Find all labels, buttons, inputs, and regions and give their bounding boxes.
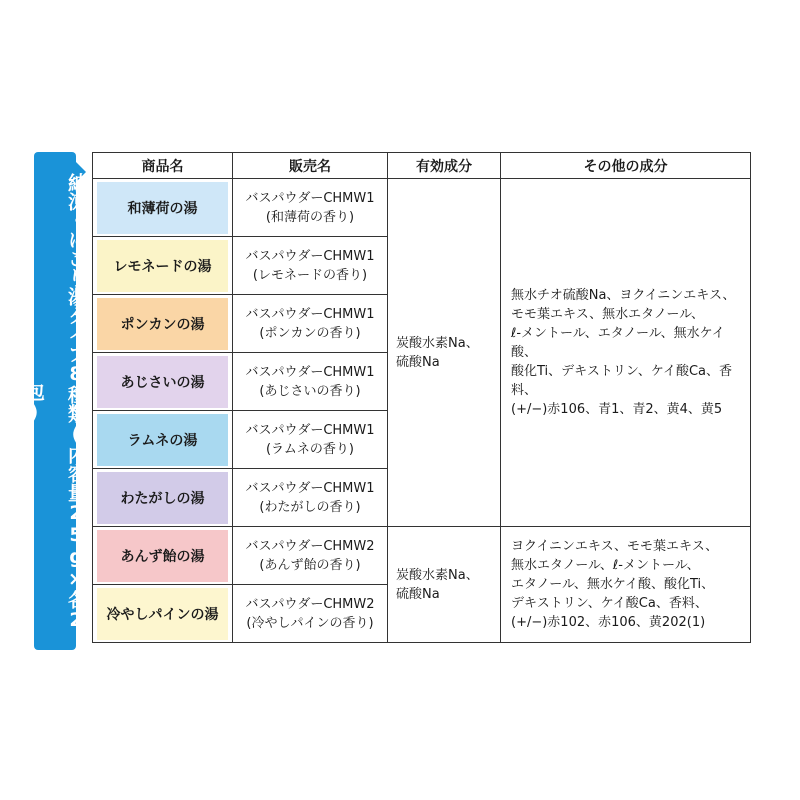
header-row [93,153,751,179]
other-line: 無水エタノール、ℓ-メントール、 [511,558,700,573]
product-name: 和薄荷の湯 [97,182,228,234]
ingredients-table [92,152,751,643]
table-row [93,527,751,585]
product-name: ラムネの湯 [97,414,228,466]
active-line: 炭酸水素Na、 [396,335,479,351]
sales-name: バスパウダーCHMW2 [245,538,375,554]
sales-scent: (わたがしの香り) [259,499,361,515]
side-banner [23,152,87,650]
sales-name-cell [233,527,388,585]
sales-name-cell [233,237,388,295]
active-line: 硫酸Na [396,354,440,370]
header-sales-name: 販売名 [233,153,388,179]
sales-name-cell [233,179,388,237]
product-name: 冷やしパインの湯 [97,588,228,640]
sales-name: バスパウダーCHMW1 [245,480,375,496]
product-name-cell [93,353,233,411]
sales-name: バスパウダーCHMW1 [245,306,375,322]
product-name: レモネードの湯 [97,240,228,292]
sales-name-cell [233,469,388,527]
sales-name: バスパウダーCHMW1 [245,190,375,206]
sales-scent: (和薄荷の香り) [265,209,355,225]
header-product-name: 商品名 [93,153,233,179]
active-ingredient-cell [388,527,501,643]
sales-scent: (ラムネの香り) [265,441,354,457]
other-line: (+/−)赤106、青1、青2、黄4、黄5 [511,402,723,417]
header-active-ingredient: 有効成分 [388,153,501,179]
other-line: 無水チオ硫酸Na、ヨクイニンエキス、 [511,288,736,303]
sales-name-cell [233,585,388,643]
product-name-cell [93,527,233,585]
other-line: 酸化Ti、デキストリン、ケイ酸Ca、香料、 [511,364,732,398]
sales-scent: (あじさいの香り) [259,383,361,399]
product-name-cell [93,469,233,527]
other-line: ℓ-メントール、エタノール、無水ケイ酸、 [511,326,725,360]
sales-scent: (あんず飴の香り) [259,557,361,573]
sales-name: バスパウダーCHMW1 [245,248,375,264]
sales-name-cell [233,353,388,411]
product-name: あんず飴の湯 [97,530,228,582]
active-line: 炭酸水素Na、 [396,567,479,583]
sales-scent: (ポンカンの香り) [259,325,361,341]
sales-name-cell [233,295,388,353]
other-line: エタノール、無水ケイ酸、酸化Ti、 [511,577,715,592]
banner-text: 納涼・にごり湯タイプ8種類(内容量25g×各2包) [23,173,87,631]
product-name: わたがしの湯 [97,472,228,524]
product-name-cell [93,585,233,643]
active-ingredient-cell [388,179,501,527]
sales-scent: (冷やしパインの香り) [246,615,374,631]
product-name-cell [93,295,233,353]
other-line: モモ葉エキス、無水エタノール、 [511,307,705,322]
sales-name: バスパウダーCHMW2 [245,596,375,612]
sales-scent: (レモネードの香り) [252,267,368,283]
active-line: 硫酸Na [396,586,440,602]
other-line: (+/−)赤102、赤106、黄202(1) [511,615,706,630]
sales-name: バスパウダーCHMW1 [245,364,375,380]
product-name-cell [93,179,233,237]
product-name-cell [93,411,233,469]
table-row [93,179,751,237]
product-name-cell [93,237,233,295]
header-other-ingredients: その他の成分 [501,153,751,179]
product-name: ポンカンの湯 [97,298,228,350]
sales-name: バスパウダーCHMW1 [245,422,375,438]
other-line: ヨクイニンエキス、モモ葉エキス、 [511,539,719,554]
other-ingredients-cell [501,527,751,643]
other-ingredients-cell [501,179,751,527]
product-name: あじさいの湯 [97,356,228,408]
sales-name-cell [233,411,388,469]
other-line: デキストリン、ケイ酸Ca、香料、 [511,596,708,611]
